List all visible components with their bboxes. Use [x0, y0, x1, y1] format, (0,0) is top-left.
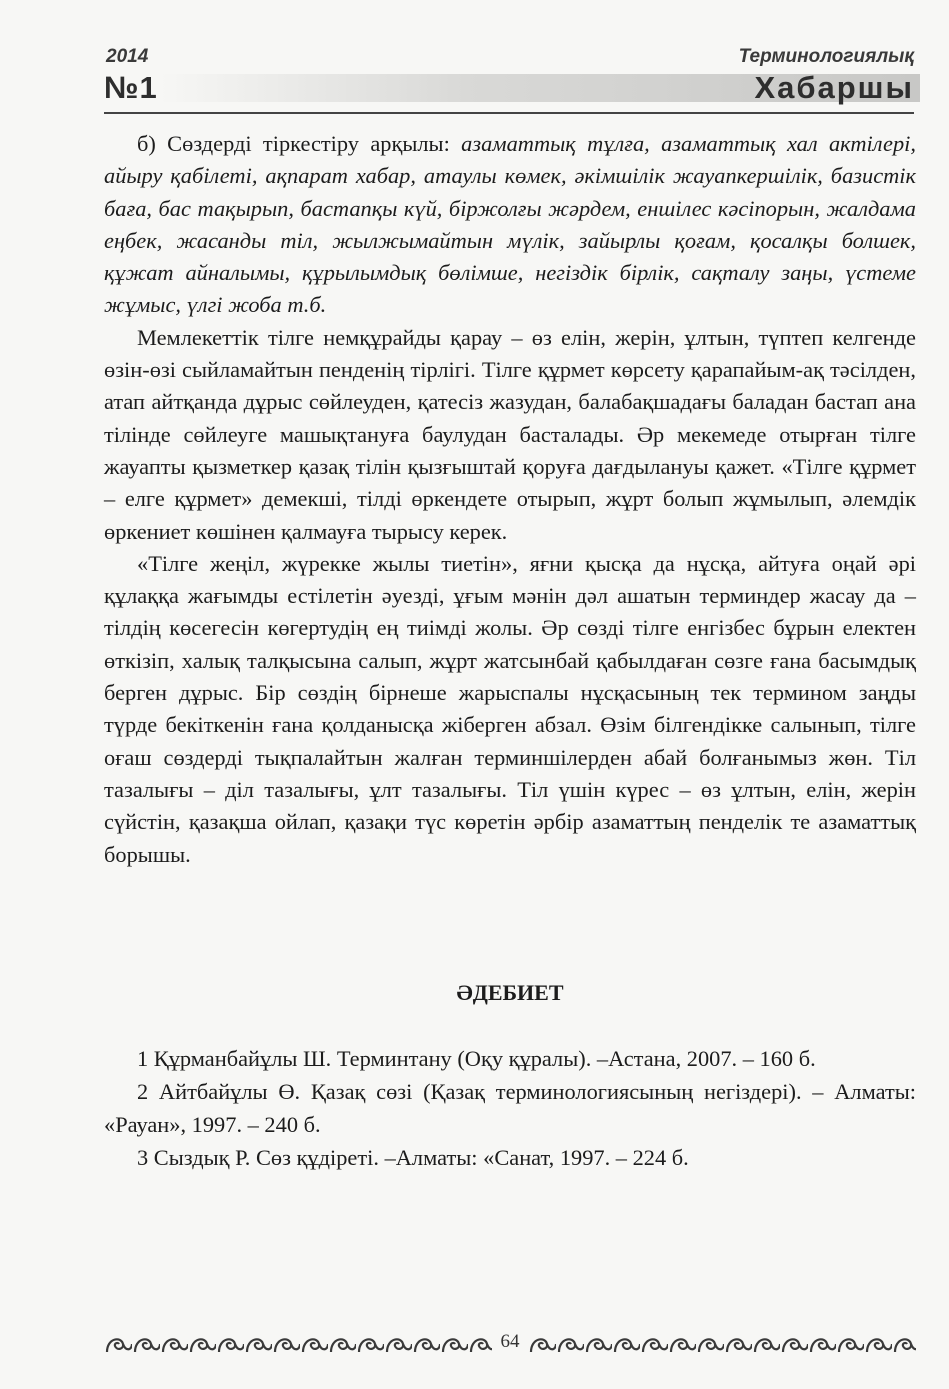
references-list — [104, 1042, 916, 1174]
header-journal-name: Терминологиялық — [738, 46, 914, 67]
article-body — [104, 128, 916, 871]
reference-item: 1 Құрманбайұлы Ш. Терминтану (Оқу құралы). –Астана, 2007. – 160 б. — [137, 1046, 816, 1071]
header-divider — [104, 112, 914, 114]
references-title: ӘДЕБИЕТ — [456, 980, 564, 1005]
ornament-border-left — [104, 1330, 492, 1358]
paragraph-state-language: Мемлекеттік тілге немқұрайды қарау – өз елін, жерін, ұлтын, түптеп келгенде өзін-өзі сыйламайтын пенденің тірлігі. Тілге құрмет көрсету қарапайым-ақ тәсілден, атап айтқанда дұрыс сөйлеуден, қатесіз жазудан, балабақшадағы баладан бастап ана тілінде сөйлеуге машықтануға баулудан басталады. Әр мекемеде отырған тілге жауапты қызметкер қазақ тілін қызғыштай қоруға дағдылануы қажет. «Тілге құрмет – елге құрмет» демекші, тілді өркендете отырып, жұрт болып жұмылып, әлемдік өркениет көшінен қалмауға тырысу керек. — [104, 324, 916, 544]
header-year: 2014 — [106, 46, 149, 67]
page-number: 64 — [500, 1331, 520, 1352]
paragraph-term-creation: «Тілге жеңіл, жүрекке жылы тиетін», яғни қысқа да нұсқа, айтуға оңай әрі құлаққа жағымды естілетін әуезді, ұғым мәнін дәл ашатын терминдер жасау да – тілдің көсегесін көгертудің ең тиімді жолы. Әр сөзді тілге енгізбес бұрын електен өткізіп, халық талқысына салып, жұрт жатсынбай қабылдаған сөзге ғана басымдық берген дұрыс. Бір сөздің бірнеше жарыспалы нұсқасының тек термином заңды түрде бекіткенін ғана қолданысқа жіберген абзал. Өзім білгендікке салынып, тілге оғаш сөздерді тықпалайтын жалған терминшілерден абай болғанымыз жөн. Тіл тазалығы – діл тазалығы, ұлт тазалығы. Тіл үшін күрес – өз ұлтын, елін, жерін сүйстін, қазақша ойлап, қазақи түс көретін әрбір азаматтың пенделік те азаматтық борышы. — [104, 550, 916, 867]
paragraph-lead: б) Сөздерді тіркестіру арқылы: — [137, 131, 462, 156]
reference-item: 3 Сыздық Р. Сөз құдіреті. –Алматы: «Санат, 1997. – 224 б. — [137, 1145, 689, 1170]
header-journal-title: Хабаршы — [754, 70, 914, 105]
header-issue-number: №1 — [104, 70, 158, 105]
paragraph-compound-terms — [104, 128, 916, 322]
ornament-border-right — [528, 1330, 916, 1358]
page-footer — [104, 1330, 916, 1358]
term-examples: азаматтық тұлға, азаматтық хал актілері, айыру қабілеті, ақпарат хабар, атаулы көмек, әкімшілік жауапкершілік, базистік баға, бас тақырып, бастапқы күй, біржолғы жәрдем, еншілес кәсіпорын, жалдама еңбек, жасанды тіл, жылжымайтын мүлік, зайырлы қоғам, қосалқы болшек, құжат айналымы, құрылымдық бөлімше, негіздік бірлік, сақталу заңы, үстеме жұмыс, үлгі жоба т.б. — [104, 131, 916, 318]
reference-item: 2 Айтбайұлы Ө. Қазақ сөзі (Қазақ терминологиясының негіздері). – Алматы: «Рауан», 1997. – 240 б. — [104, 1079, 916, 1137]
